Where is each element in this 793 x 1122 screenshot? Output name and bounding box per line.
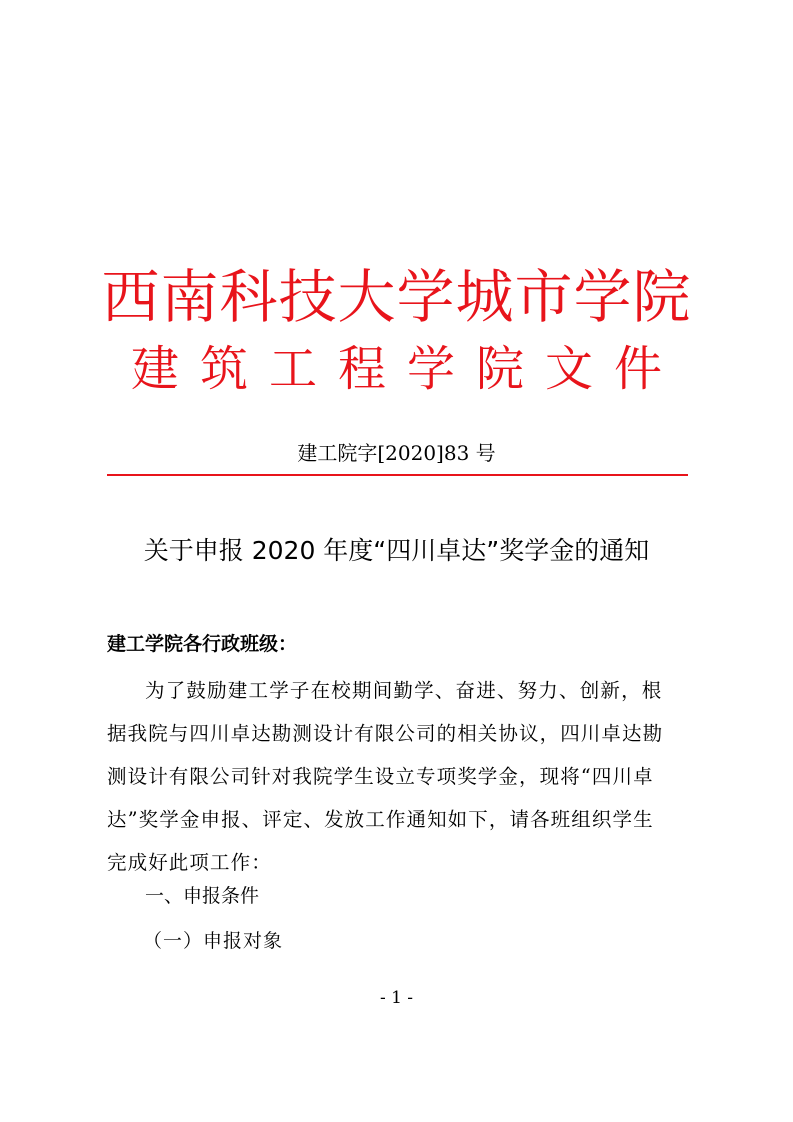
- header-divider: [107, 474, 688, 476]
- page-number: - 1 -: [379, 988, 414, 1008]
- salutation: 建工学院各行政班级：: [107, 633, 298, 655]
- body-line: 测设计有限公司针对我院学生设立专项奖学金，现将“四川卓: [107, 765, 654, 788]
- body-line: 完成好此项工作：: [107, 851, 272, 874]
- subsection-heading: （一）申报对象: [143, 930, 284, 952]
- section-heading: 一、申报条件: [145, 885, 260, 907]
- document-title: 关于申报 2020 年度“四川卓达”奖学金的通知: [143, 536, 650, 565]
- document-number: 建工院字[2020]83 号: [297, 441, 496, 465]
- body-line: 据我院与四川卓达勘测设计有限公司的相关协议，四川卓达勘: [107, 722, 664, 745]
- header-document-type: 建筑工程学院文件: [130, 341, 683, 397]
- body-line: 达”奖学金申报、评定、发放工作通知如下，请各班组织学生: [107, 808, 654, 831]
- header-institution: 西南科技大学城市学院: [101, 263, 692, 331]
- body-line: 为了鼓励建工学子在校期间勤学、奋进、努力、创新，根: [145, 679, 663, 702]
